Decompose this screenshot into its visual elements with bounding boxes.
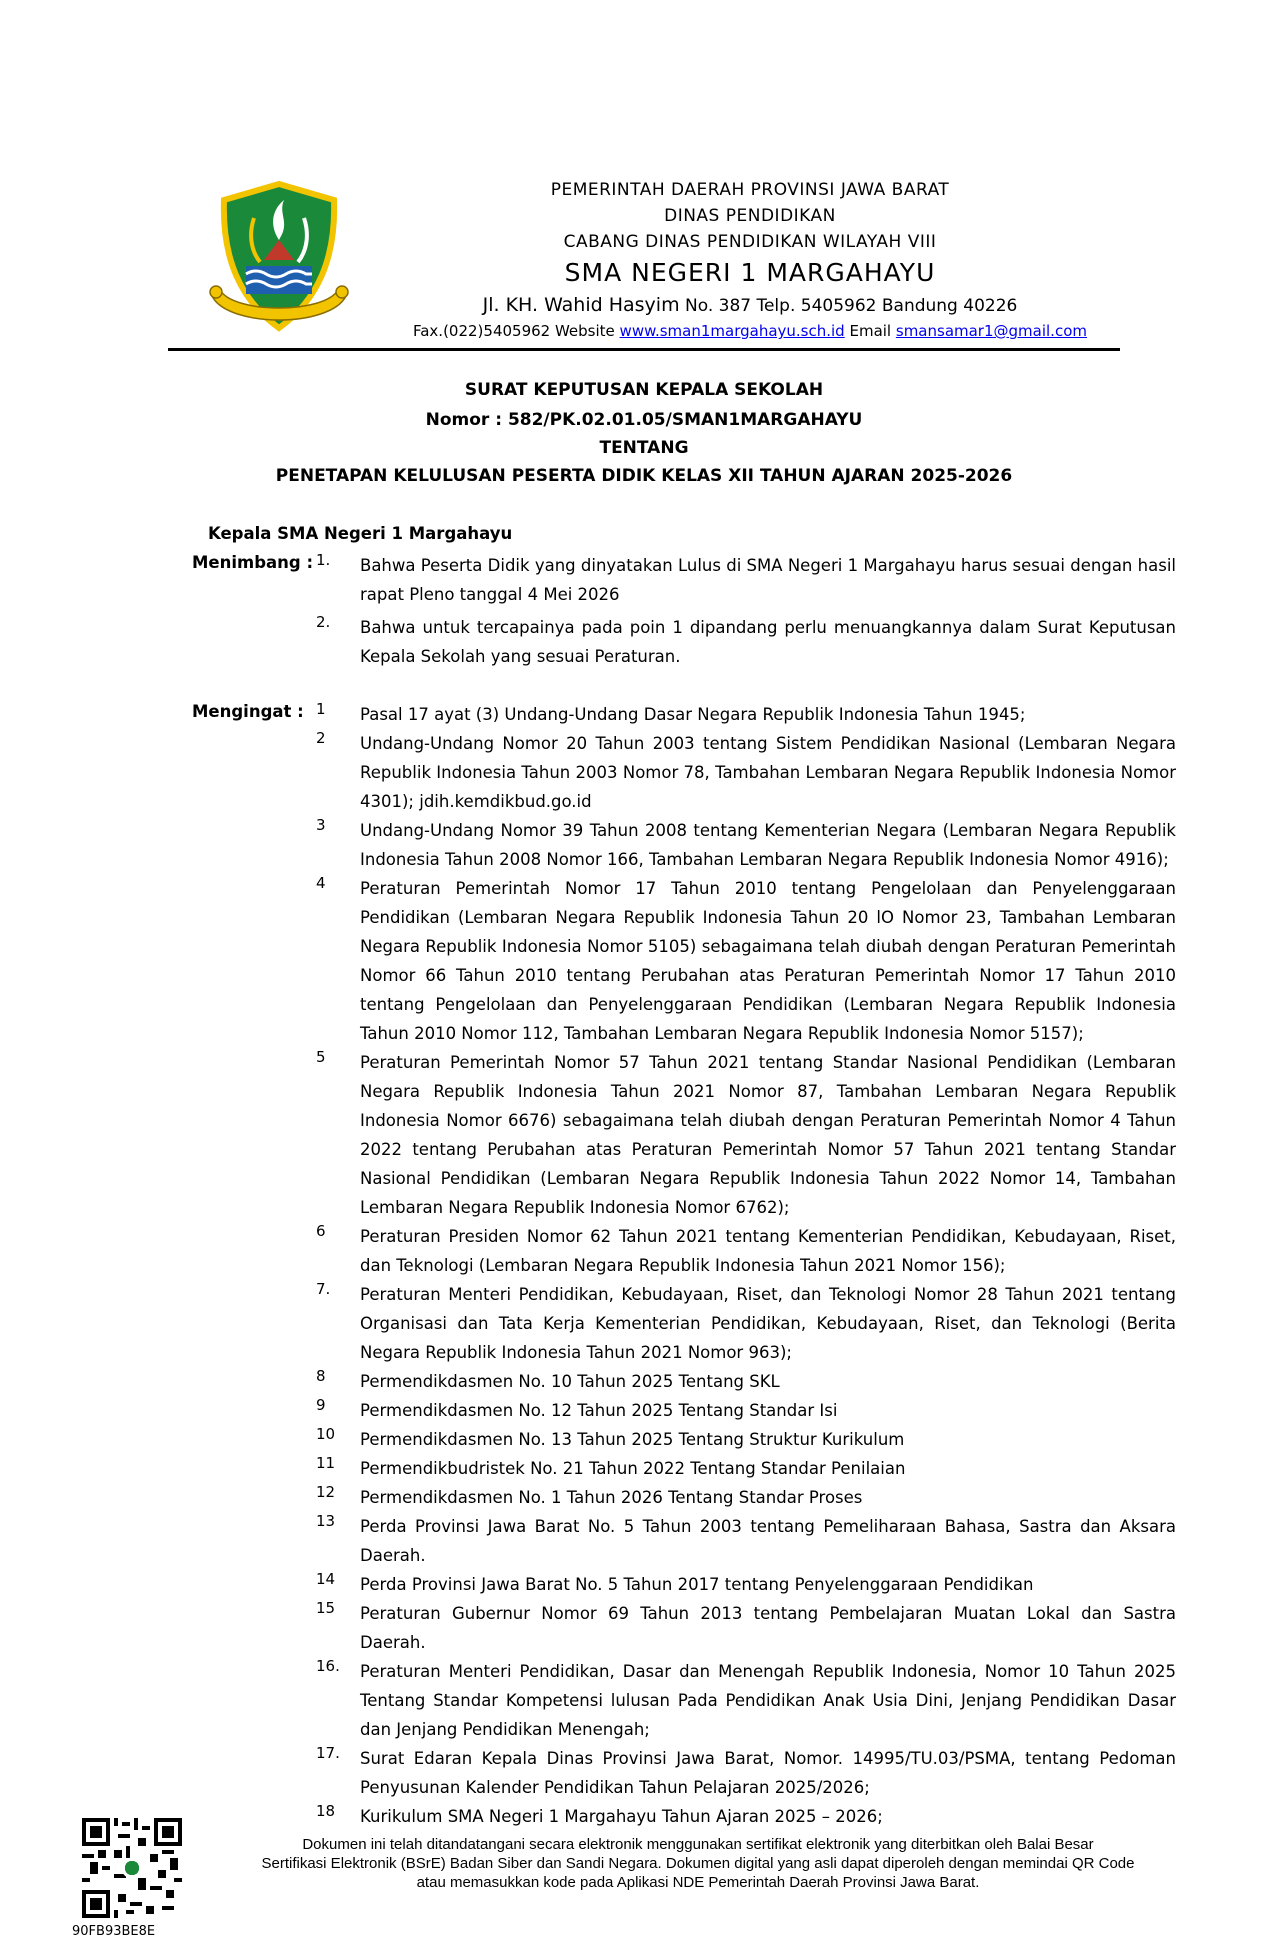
list-item-number: 2 xyxy=(316,729,326,747)
list-item-text: Peraturan Presiden Nomor 62 Tahun 2021 tentang Kementerian Pendidikan, Kebudayaan, Riset, dan Teknologi (Lembaran Negara Republik Indonesia Tahun 2021 Nomor 156); xyxy=(360,1227,1176,1275)
qr-verification-code: 90FB93BE8E xyxy=(72,1924,156,1939)
list-item-number: 1 xyxy=(316,700,326,718)
list-item-number: 13 xyxy=(316,1512,336,1530)
letterhead-address xyxy=(370,294,1130,316)
mengingat-label: Mengingat : xyxy=(192,702,304,721)
list-item xyxy=(316,1280,1176,1367)
list-item-text: Peraturan Pemerintah Nomor 57 Tahun 2021 tentang Standar Nasional Pendidikan (Lembaran Negara Republik Indonesia Tahun 2021 Nomor 87, Tambahan Lembaran Negara Republik Indonesia Nomor 6676) sebagaimana telah diubah dengan Peraturan Pemerintah Nomor 4 Tahun 2022 tentang Perubahan atas Peraturan Pemerintah Nomor 57 Tahun 2021 tentang Standar Nasional Pendidikan (Lembaran Negara Republik Indonesia Tahun 2022 Nomor 14, Tambahan Lembaran Negara Republik Indonesia Nomor 6762); xyxy=(360,1053,1176,1217)
footer-note-line: Dokumen ini telah ditandatangani secara elektronik menggunakan sertifikat elektronik yang diterbitkan oleh Balai Besar xyxy=(302,1836,1094,1853)
email-label: Email xyxy=(844,322,896,340)
list-item-text: Undang-Undang Nomor 20 Tahun 2003 tentang Sistem Pendidikan Nasional (Lembaran Negara Republik Indonesia Tahun 2003 Nomor 78, Tambahan Lembaran Negara Republik Indonesia Nomor 4301); jdih.kemdikbud.go.id xyxy=(360,734,1176,811)
list-item-text: Bahwa Peserta Didik yang dinyatakan Lulus di SMA Negeri 1 Margahayu harus sesuai dengan hasil rapat Pleno tanggal 4 Mei 2026 xyxy=(360,556,1176,604)
email-link[interactable]: smansamar1@gmail.com xyxy=(895,322,1087,340)
list-item-text: Pasal 17 ayat (3) Undang-Undang Dasar Negara Republik Indonesia Tahun 1945; xyxy=(360,705,1026,724)
list-item-text: Kurikulum SMA Negeri 1 Margahayu Tahun Ajaran 2025 – 2026; xyxy=(360,1807,883,1826)
decree-about-label: TENTANG xyxy=(599,438,689,458)
list-item-text: Peraturan Pemerintah Nomor 17 Tahun 2010 tentang Pengelolaan dan Penyelenggaraan Pendidikan (Lembaran Negara Republik Indonesia Tahun 20 lO Nomor 23, Tambahan Lembaran Negara Republik Indonesia Nomor 5105) sebagaimana telah diubah dengan Peraturan Pemerintah Nomor 66 Tahun 2010 tentang Perubahan atas Peraturan Pemerintah Nomor 17 Tahun 2010 tentang Pengelolaan dan Penyelenggaraan Pendidikan (Lembaran Negara Republik Indonesia Tahun 2010 Nomor 112, Tambahan Lembaran Negara Republik Indonesia Nomor 5157); xyxy=(360,879,1176,1043)
list-item-text: Perda Provinsi Jawa Barat No. 5 Tahun 2003 tentang Pemeliharaan Bahasa, Sastra dan Aksara Daerah. xyxy=(360,1517,1176,1565)
qr-code-image xyxy=(82,1818,182,1918)
list-item xyxy=(316,1744,1176,1802)
list-item-text: Permendikdasmen No. 13 Tahun 2025 Tentang Struktur Kurikulum xyxy=(360,1430,905,1449)
list-item-number: 7. xyxy=(316,1280,331,1298)
list-item-text: Permendikdasmen No. 10 Tahun 2025 Tentang SKL xyxy=(360,1372,780,1391)
list-item xyxy=(316,1425,1176,1454)
list-item-number: 3 xyxy=(316,816,326,834)
list-item xyxy=(316,1802,1176,1831)
letterhead-branch: CABANG DINAS PENDIDIKAN WILAYAH VIII xyxy=(563,232,937,252)
list-item-text: Permendikdasmen No. 12 Tahun 2025 Tentang Standar Isi xyxy=(360,1401,838,1420)
list-item-number: 16. xyxy=(316,1657,340,1675)
list-item-text: Peraturan Menteri Pendidikan, Dasar dan Menengah Republik Indonesia, Nomor 10 Tahun 2025 Tentang Standar Kompetensi lulusan Pada Pendidikan Anak Usia Dini, Jenjang Pendidikan Dasar dan Jenjang Pendidikan Menengah; xyxy=(360,1662,1176,1739)
decree-number: Nomor : 582/PK.02.01.05/SMAN1MARGAHAYU xyxy=(425,410,863,430)
decree-subject: PENETAPAN KELULUSAN PESERTA DIDIK KELAS XII TAHUN AJARAN 2025-2026 xyxy=(275,466,1013,486)
list-item-number: 11 xyxy=(316,1454,336,1472)
address-street: Jl. KH. Wahid Hasyim xyxy=(482,294,680,316)
list-item-number: 17. xyxy=(316,1744,340,1762)
list-item-number: 8 xyxy=(316,1367,326,1385)
jawa-barat-emblem-logo xyxy=(208,178,350,336)
list-item-text: Permendikdasmen No. 1 Tahun 2026 Tentang Standar Proses xyxy=(360,1488,863,1507)
list-item xyxy=(316,1570,1176,1599)
website-link[interactable]: www.sman1margahayu.sch.id xyxy=(619,322,845,340)
list-item-text: Surat Edaran Kepala Dinas Provinsi Jawa Barat, Nomor. 14995/TU.03/PSMA, tentang Pedoman Penyusunan Kalender Pendidikan Tahun Pelajaran 2025/2026; xyxy=(360,1749,1176,1797)
list-item xyxy=(316,1367,1176,1396)
letterhead-agency: DINAS PENDIDIKAN xyxy=(664,206,836,226)
address-detail: No. 387 Telp. 5405962 Bandung 40226 xyxy=(679,296,1018,316)
list-item-number: 5 xyxy=(316,1048,326,1066)
list-item xyxy=(316,1599,1176,1657)
list-item-number: 2. xyxy=(316,613,331,631)
letterhead-contact xyxy=(370,322,1130,340)
menimbang-list xyxy=(316,551,1176,671)
list-item xyxy=(316,729,1176,816)
electronic-signature-note xyxy=(228,1835,1168,1892)
list-item xyxy=(316,613,1176,671)
list-item xyxy=(316,1048,1176,1222)
decree-issuer: Kepala SMA Negeri 1 Margahayu xyxy=(208,524,513,543)
letterhead-government: PEMERINTAH DAERAH PROVINSI JAWA BARAT xyxy=(550,180,950,200)
decree-title: SURAT KEPUTUSAN KEPALA SEKOLAH xyxy=(464,380,824,400)
list-item-text: Peraturan Gubernur Nomor 69 Tahun 2013 tentang Pembelajaran Muatan Lokal dan Sastra Daerah. xyxy=(360,1604,1176,1652)
list-item xyxy=(316,1657,1176,1744)
list-item xyxy=(316,1512,1176,1570)
list-item-text: Perda Provinsi Jawa Barat No. 5 Tahun 2017 tentang Penyelenggaraan Pendidikan xyxy=(360,1575,1034,1594)
list-item-number: 6 xyxy=(316,1222,326,1240)
list-item-number: 1. xyxy=(316,551,331,569)
list-item-text: Bahwa untuk tercapainya pada poin 1 dipandang perlu menuangkannya dalam Surat Keputusan Kepala Sekolah yang sesuai Peraturan. xyxy=(360,618,1176,666)
footer-note-line: Sertifikasi Elektronik (BSrE) Badan Siber dan Sandi Negara. Dokumen digital yang asli dapat diperoleh dengan memindai QR Code xyxy=(261,1855,1135,1872)
letterhead-school-name: SMA NEGERI 1 MARGAHAYU xyxy=(564,258,936,287)
list-item xyxy=(316,700,1176,729)
fax-text: Fax.(022)5405962 Website xyxy=(412,322,620,340)
list-item-text: Peraturan Menteri Pendidikan, Kebudayaan, Riset, dan Teknologi Nomor 28 Tahun 2021 tentang Organisasi dan Tata Kerja Kementerian Pendidikan, Kebudayaan, Riset, dan Teknologi (Berita Negara Republik Indonesia Tahun 2021 Nomor 963); xyxy=(360,1285,1176,1362)
list-item xyxy=(316,1396,1176,1425)
list-item-number: 18 xyxy=(316,1802,336,1820)
mengingat-list xyxy=(316,700,1176,1831)
list-item-text: Undang-Undang Nomor 39 Tahun 2008 tentang Kementerian Negara (Lembaran Negara Republik Indonesia Tahun 2008 Nomor 166, Tambahan Lembaran Negara Republik Indonesia Nomor 4916); xyxy=(360,821,1176,869)
list-item-text: Permendikbudristek No. 21 Tahun 2022 Tentang Standar Penilaian xyxy=(360,1459,906,1478)
list-item-number: 14 xyxy=(316,1570,336,1588)
list-item-number: 12 xyxy=(316,1483,336,1501)
list-item-number: 4 xyxy=(316,874,326,892)
list-item xyxy=(316,1483,1176,1512)
list-item-number: 9 xyxy=(316,1396,326,1414)
list-item xyxy=(316,816,1176,874)
list-item-number: 10 xyxy=(316,1425,336,1443)
list-item xyxy=(316,1454,1176,1483)
footer-note-line: atau memasukkan kode pada Aplikasi NDE Pemerintah Daerah Provinsi Jawa Barat. xyxy=(416,1874,980,1891)
list-item xyxy=(316,551,1176,609)
list-item xyxy=(316,874,1176,1048)
letterhead-divider xyxy=(168,348,1120,351)
menimbang-label: Menimbang : xyxy=(192,553,314,572)
list-item xyxy=(316,1222,1176,1280)
list-item-number: 15 xyxy=(316,1599,336,1617)
